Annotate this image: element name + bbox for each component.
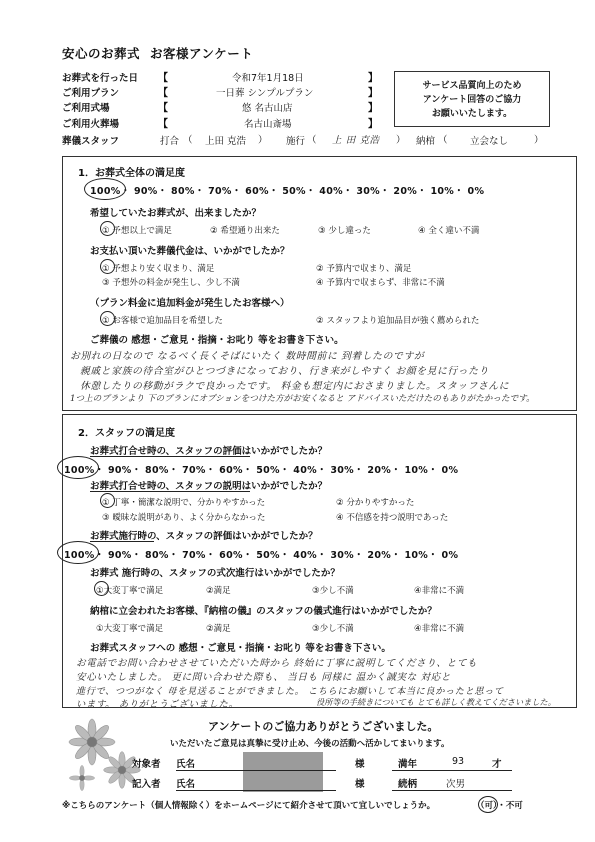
notice-line-3: お願いいたします。 [431,109,513,119]
crematorium-value: 名古山斎場 [244,119,292,130]
s1-comment-question: ご葬儀の 感想・ご意見・指摘・お叱り 等をお書き下さい。 [90,335,344,346]
section-1-heading: 1．お葬式全体の満足度 [78,168,185,179]
separator: ・ [120,186,131,197]
separator: ・ [316,465,327,476]
separator: ・ [131,550,142,561]
paren-open: （ [307,135,317,146]
separator: ・ [94,465,105,476]
permission-question: ※こちらのアンケート（個人情報除く）をホームページにて紹介させて頂いて宜しいでしょうか。 [62,801,436,811]
service-label: 施行 [286,136,306,147]
s1-q2-option-1[interactable]: ① 予想より安く収まり、満足 [102,264,215,274]
sama-label: 様 [355,759,365,770]
separator: ・ [94,550,105,561]
s1-q3-option-1[interactable]: ① お客様で追加品目を希望した [102,316,223,326]
writer-label: 記入者 [132,779,161,790]
scale-option[interactable]: 90% [133,186,158,197]
separator: ・ [428,550,438,561]
scale-option[interactable]: 40% [293,465,317,476]
date-value: 令和7年1月18日 [232,73,304,84]
selected-circle-mark [94,581,109,596]
s1-q2: お支払い頂いた葬儀代金は、いかがでしたか？ [90,246,290,257]
scale-option[interactable]: 60% [245,186,269,197]
redacted-name-block [243,752,323,792]
s2-q2-option-4[interactable]: ④ 不信感を持つ説明であった [336,513,449,523]
bracket-close: 】 [368,73,378,84]
separator: ・ [205,550,216,561]
separator: ・ [242,465,253,476]
meeting-label: 打合 [160,136,180,147]
s1-comment-line: 1つ上のプランより 下のプランにオプションをつけた方がお安くなると アドバイスいただけたのもありがたかったです。 [70,394,535,404]
separator: ・ [428,465,438,476]
target-name-label: 氏名 [176,759,196,770]
scale-option[interactable]: 90% [107,550,132,561]
scale-option[interactable]: 10% [430,186,455,197]
underline [392,770,512,771]
underline [392,790,512,791]
separator: ・ [194,186,205,197]
bracket-close: 】 [368,88,378,99]
notice-box [394,71,550,127]
s2-q2-option-2[interactable]: ② 分かりやすかった [336,498,415,508]
scale-option[interactable]: 50% [256,550,280,561]
service-satisfaction-scale [64,547,458,561]
scale-option[interactable]: 80% [145,550,169,561]
age-unit: 才 [492,759,502,770]
s1-q1-option-1[interactable]: ① 予想以上で満足 [102,226,172,236]
scale-option[interactable]: 100% [64,550,95,561]
bracket-open: 【 [158,88,168,99]
selected-circle-mark [100,259,115,274]
s1-q1: 希望していたお葬式が、出来ましたか？ [90,208,262,219]
section-2-heading: 2．スタッフの満足度 [78,428,175,439]
hall-value: 悠 名古山店 [242,103,293,114]
scale-option[interactable]: 70% [208,186,232,197]
s1-q2-option-4[interactable]: ④ 予算内で収まらず、非常に不満 [316,278,445,288]
separator: ・ [391,465,401,476]
separator: ・ [268,186,279,197]
bracket-close: 】 [368,103,378,114]
s1-q2-option-3[interactable]: ③ 予想外の料金が発生し、少し不満 [102,278,240,288]
separator: ・ [231,186,242,197]
separator: ・ [454,186,464,197]
s2-q3: お葬式施行時の、スタッフの評価はいかがでしたか？ [90,531,318,542]
scale-option[interactable]: 40% [293,550,317,561]
separator: ・ [131,465,142,476]
service-staff-value: 上 田 克浩 [332,135,380,146]
s2-q5-option-2[interactable]: ②満足 [206,624,231,634]
scale-option[interactable]: 50% [256,465,280,476]
selected-circle-mark [84,178,126,200]
meeting-staff-value: 上田 克浩 [205,136,247,147]
separator: ・ [242,550,253,561]
scale-option[interactable]: 20% [367,465,392,476]
scale-option[interactable]: 10% [404,550,429,561]
scale-option[interactable]: 30% [356,186,380,197]
selected-circle-mark [57,541,99,564]
scale-option[interactable]: 90% [107,465,132,476]
scale-option[interactable]: 70% [182,465,206,476]
s2-q2-option-3[interactable]: ③ 曖昧な説明があり、よく分からなかった [102,513,266,523]
scale-option[interactable]: 100% [64,465,95,476]
separator: ・ [380,186,390,197]
s2-q4-option-3[interactable]: ③少し不満 [312,586,354,596]
s1-comment-line: お別れの日なので なるべく長くそばにいたく 数時間前に 到着したのですが [70,351,425,362]
scale-option[interactable]: 60% [219,465,243,476]
plan-value: 一日葬 シンプルプラン [216,88,314,99]
separator: ・ [157,186,168,197]
scale-option[interactable]: 30% [330,550,354,561]
bracket-open: 【 [158,119,168,130]
s1-q1-option-2[interactable]: ② 希望通り出来た [210,226,280,236]
paren-close: ） [396,135,406,146]
s2-q1: お葬式打合せ時の、スタッフの評価はいかがでしたか？ [90,446,328,457]
s2-q4-option-4[interactable]: ④非常に不満 [414,586,465,596]
date-label: お葬式を行った日 [62,73,139,84]
bracket-open: 【 [158,73,168,84]
scale-option[interactable]: 0% [467,186,485,197]
s2-comment-line: 役所等の手続きについても とても詳しく教えてくださいました。 [316,697,556,707]
s1-q1-option-4[interactable]: ④ 全く違い不満 [418,226,480,236]
s2-comment-line: 進行で、つつがなく 母を見送ることができました。 こちらにお願いして本当に良かったと思って [76,686,504,697]
s2-q2-option-1[interactable]: ① 丁寧・簡潔な説明で、分かりやすかった [102,498,266,508]
scale-option[interactable]: 0% [441,465,459,476]
bracket-open: 【 [158,103,168,114]
staff-label: 葬儀スタッフ [62,136,120,147]
s2-q4-option-1[interactable]: ①大変丁寧で満足 [96,586,164,596]
scale-option[interactable]: 30% [330,465,354,476]
separator: ・ [279,550,290,561]
s1-q3: （プラン料金に追加料金が発生したお客様へ） [90,298,290,309]
paren-close: ） [258,135,268,146]
thanks-message: アンケートのご協力ありがとうございました。 [208,720,439,733]
s2-q5: 納棺に立会われたお客様、『納棺の儀』のスタッフの儀式進行はいかがでしたか？ [90,606,437,617]
s2-comment-question: お葬式スタッフへの 感想・ご意見・指摘・お叱り 等をお書き下さい。 [90,643,391,654]
thanks-sub: いただいたご意見は真摯に受け止め、今後の活動へ活かしてまいります。 [170,739,450,749]
scale-option[interactable]: 50% [282,186,306,197]
crematorium-label: ご利用火葬場 [62,119,120,130]
sama-label: 様 [355,779,365,790]
underline [90,541,154,542]
s2-q4: お葬式 施行時の、スタッフの式次進行はいかがでしたか？ [90,568,340,579]
permission-answer[interactable]: （可）・不可 [476,801,523,811]
paren-open: （ [438,135,448,146]
overall-satisfaction-scale [90,183,484,197]
scale-option[interactable]: 100% [90,186,121,197]
separator: ・ [354,465,364,476]
s2-comment-line: います。 ありがとうございました。 [76,699,239,710]
scale-option[interactable]: 80% [171,186,195,197]
s1-q2-option-2[interactable]: ② 予算内で収まり、満足 [316,264,412,274]
separator: ・ [316,550,327,561]
separator: ・ [168,465,179,476]
encoffin-value: 立会なし [470,136,509,147]
underline [176,790,336,791]
scale-option[interactable]: 40% [319,186,343,197]
scale-option[interactable]: 60% [219,550,243,561]
plan-label: ご利用プラン [62,88,120,99]
scale-option[interactable]: 70% [182,550,206,561]
separator: ・ [205,465,216,476]
notice-line-1: サービス品質向上のため [422,81,522,91]
separator: ・ [391,550,401,561]
selected-circle-mark [478,796,498,813]
relation-value: 次男 [446,779,466,790]
company-name: 安心のお葬式 [62,46,141,61]
scale-option[interactable]: 10% [404,465,429,476]
s1-q1-option-3[interactable]: ③ 少し違った [318,226,371,236]
separator: ・ [279,465,290,476]
separator: ・ [417,186,427,197]
age-label: 満年 [398,759,418,770]
s1-comment-line: 親戚と家族の待合室がひとつづきになっており、行き来がしやすく お顔を見に行ったり [80,366,489,377]
writer-name-label: 氏名 [176,779,196,790]
scale-option[interactable]: 20% [367,550,392,561]
underline [90,491,250,492]
s2-comment-line: お電話でお問い合わせさせていただいた時から 終始に丁寧に説明してくださり、とても [76,658,478,669]
s2-q5-option-3[interactable]: ③少し不満 [312,624,354,634]
relation-label: 続柄 [398,779,418,790]
s1-q3-option-2[interactable]: ② スタッフより追加品目が強く薦められた [316,316,480,326]
s2-q5-option-1[interactable]: ①大変丁寧で満足 [96,624,164,634]
selected-circle-mark [100,493,115,508]
selected-circle-mark [100,311,115,326]
scale-option[interactable]: 20% [393,186,418,197]
s1-comment-line: 休憩したりの移動がラクで良かったです。 料金も想定内におさまりました。スタッフさんに [80,381,510,392]
separator: ・ [354,550,364,561]
scale-option[interactable]: 80% [145,465,169,476]
paren-close: ） [534,135,544,146]
underline [90,456,250,457]
selected-circle-mark [100,221,115,236]
target-label: 対象者 [132,759,161,770]
paren-open: （ [183,135,193,146]
s2-comment-line: 安心いたしました。 更に問い合わせた際も、 当日も 同様に 温かく誠実な 対応と [76,672,452,683]
scale-option[interactable]: 0% [441,550,459,561]
separator: ・ [168,550,179,561]
encoffin-label: 納棺 [416,136,436,147]
meeting-satisfaction-scale [64,462,458,476]
separator: ・ [305,186,316,197]
survey-title: お客様アンケート [150,46,254,61]
s2-q4-option-2[interactable]: ②満足 [206,586,231,596]
underline [176,770,336,771]
notice-line-2: アンケート回答のご協力 [422,95,522,105]
selected-circle-mark [57,456,99,479]
s2-q5-option-4[interactable]: ④非常に不満 [414,624,465,634]
age-value: 93 [452,756,465,767]
s2-q2: お葬式打合せ時の、スタッフの説明はいかがでしたか？ [90,481,328,492]
bracket-close: 】 [368,119,378,130]
hall-label: ご利用式場 [62,103,110,114]
separator: ・ [342,186,353,197]
